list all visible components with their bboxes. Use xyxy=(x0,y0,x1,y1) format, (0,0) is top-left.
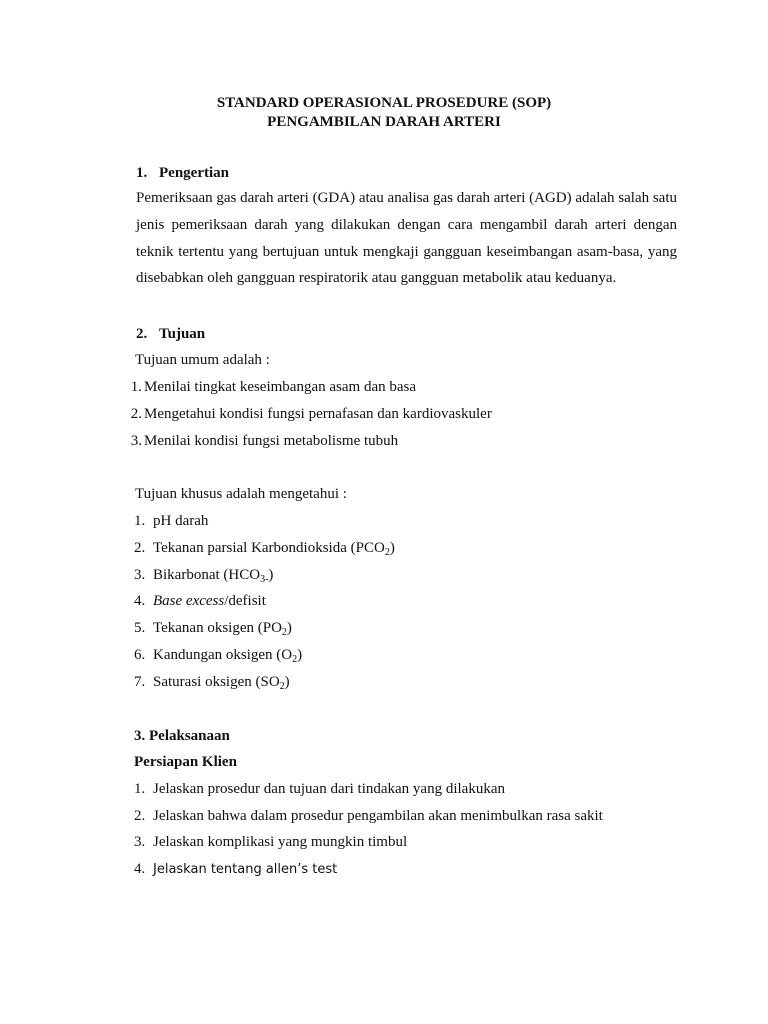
list-item-text: Tekanan parsial Karbondioksida (PCO xyxy=(153,540,385,556)
list-item xyxy=(134,512,208,530)
section-1-paragraph: Pemeriksaan gas darah arteri (GDA) atau analisa gas darah arteri (AGD) adalah salah satu jenis pemeriksaan darah yang dilakukan dengan cara mengambil darah arteri dengan teknik tertentu yang bertujuan untuk mengkaji gangguan keseimbangan asam-basa, yang disebabkan oleh gangguan respiratorik atau gangguan metabolik atau keduanya. xyxy=(136,190,678,287)
list-item-text: Bikarbonat (HCO xyxy=(153,567,261,583)
specific-goal-intro: Tujuan khusus adalah mengetahui : xyxy=(135,486,347,502)
section-2-heading xyxy=(136,325,205,343)
list-item-number: 4. xyxy=(134,593,146,609)
list-item-number: 4. xyxy=(134,861,146,877)
subscript: 2 xyxy=(281,627,287,638)
section-3-subheading: Persiapan Klien xyxy=(134,754,237,770)
list-item xyxy=(134,780,505,798)
list-item-text: Jelaskan bahwa dalam prosedur pengambilan akan menimbulkan rasa sakit xyxy=(153,808,603,824)
list-item xyxy=(134,566,273,584)
list-item xyxy=(134,673,290,691)
subscript: 2 xyxy=(279,681,285,692)
list-item-text: Menilai tingkat keseimbangan asam dan basa xyxy=(144,379,416,395)
list-item-text: Tekanan oksigen (PO xyxy=(153,620,282,636)
section-1-heading xyxy=(136,164,229,182)
list-item xyxy=(127,405,492,423)
list-item-text: Kandungan oksigen (O xyxy=(153,647,293,663)
list-item-text-end: /defisit xyxy=(224,593,266,609)
list-item xyxy=(134,592,266,610)
list-item-text-end: ) xyxy=(286,620,292,636)
list-item-text: Jelaskan komplikasi yang mungkin timbul xyxy=(153,834,408,850)
list-item-number: 2. xyxy=(134,540,146,556)
list-item xyxy=(134,619,292,637)
list-item-number: 3. xyxy=(130,433,142,449)
subscript: 2 xyxy=(384,547,390,558)
section-2-title: Tujuan xyxy=(159,326,206,342)
list-item-text: Jelaskan prosedur dan tujuan dari tindakan yang dilakukan xyxy=(153,781,505,797)
list-item xyxy=(134,539,395,557)
list-item-number: 6. xyxy=(134,647,146,663)
list-item-number: 1. xyxy=(134,781,146,797)
list-item xyxy=(134,646,302,664)
list-item-number: 3. xyxy=(134,567,146,583)
subscript: 2 xyxy=(292,654,298,665)
list-item xyxy=(127,432,398,450)
subscript: 3- xyxy=(260,574,269,585)
list-item xyxy=(134,860,337,879)
list-item-number: 1. xyxy=(134,513,146,529)
list-item-text: Saturasi oksigen (SO xyxy=(153,674,280,690)
document-title-line-1: STANDARD OPERASIONAL PROSEDURE (SOP) xyxy=(216,95,552,111)
list-item-number: 2. xyxy=(134,808,146,824)
section-3-heading: 3. Pelaksanaan xyxy=(134,728,230,744)
general-goal-intro: Tujuan umum adalah : xyxy=(135,352,270,368)
section-2-number: 2. xyxy=(136,326,148,342)
list-item-text: Menilai kondisi fungsi metabolisme tubuh xyxy=(144,433,399,449)
section-1-number: 1. xyxy=(136,165,148,181)
list-item-text-end: ) xyxy=(297,647,303,663)
list-item-number: 3. xyxy=(134,834,146,850)
list-item-number: 7. xyxy=(134,674,146,690)
document-title-line-2: PENGAMBILAN DARAH ARTERI xyxy=(267,114,501,130)
list-item-number: 5. xyxy=(134,620,146,636)
list-item-text-end: ) xyxy=(389,540,395,556)
list-item-text: Mengetahui kondisi fungsi pernafasan dan kardiovaskuler xyxy=(144,406,492,422)
list-item-italic-text: Base excess xyxy=(153,593,225,609)
list-item-number: 2. xyxy=(130,406,142,422)
list-item xyxy=(134,833,407,851)
list-item xyxy=(134,807,603,825)
section-1-title: Pengertian xyxy=(159,165,229,181)
list-item-text-end: ) xyxy=(284,674,290,690)
list-item-text: pH darah xyxy=(153,513,209,529)
list-item-text: Jelaskan tentang allen’s test xyxy=(153,862,338,877)
list-item-number: 1. xyxy=(130,379,142,395)
list-item-text-end: ) xyxy=(268,567,274,583)
list-item xyxy=(127,378,416,396)
